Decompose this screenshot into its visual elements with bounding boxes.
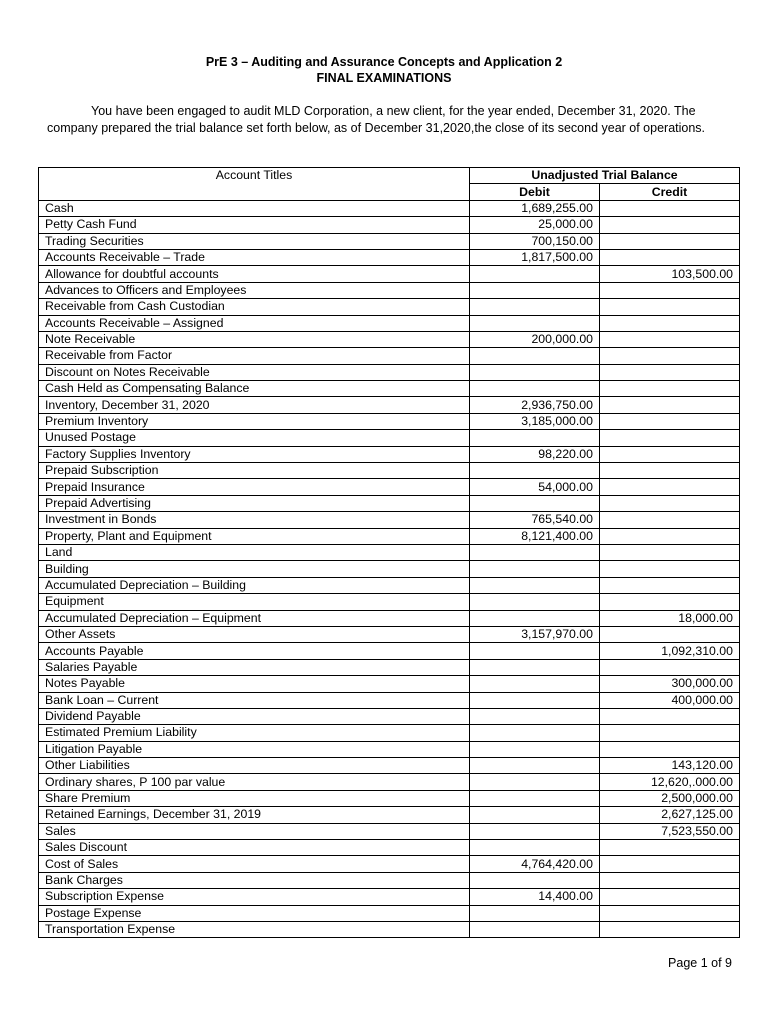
table-row: [39, 823, 740, 839]
credit-cell: [600, 233, 740, 249]
credit-cell: [600, 561, 740, 577]
account-title-cell: Land: [39, 544, 470, 560]
account-title-cell: Discount on Notes Receivable: [39, 364, 470, 380]
account-title-cell: Inventory, December 31, 2020: [39, 397, 470, 413]
credit-cell: [600, 856, 740, 872]
table-row: [39, 790, 740, 806]
debit-cell: [470, 544, 600, 560]
document-subtitle: FINAL EXAMINATIONS: [316, 71, 452, 85]
debit-cell: [470, 692, 600, 708]
table-row: [39, 676, 740, 692]
debit-cell: 98,220.00: [470, 446, 600, 462]
table-row: [39, 921, 740, 937]
table-row: [39, 463, 740, 479]
credit-cell: [600, 512, 740, 528]
account-title-cell: Prepaid Advertising: [39, 495, 470, 511]
credit-cell: [600, 479, 740, 495]
account-title-cell: Receivable from Factor: [39, 348, 470, 364]
credit-cell: 103,500.00: [600, 266, 740, 282]
debit-cell: [470, 659, 600, 675]
account-title-cell: Building: [39, 561, 470, 577]
credit-cell: 1,092,310.00: [600, 643, 740, 659]
table-row: [39, 692, 740, 708]
debit-cell: [470, 921, 600, 937]
account-title-cell: Dividend Payable: [39, 708, 470, 724]
debit-cell: [470, 430, 600, 446]
table-row: [39, 249, 740, 265]
table-row: [39, 610, 740, 626]
debit-cell: [470, 299, 600, 315]
table-row: [39, 495, 740, 511]
credit-cell: [600, 430, 740, 446]
table-row: [39, 708, 740, 724]
debit-cell: 1,689,255.00: [470, 200, 600, 216]
table-row: [39, 282, 740, 298]
credit-cell: [600, 413, 740, 429]
document-title: PrE 3 – Auditing and Assurance Concepts and Application 2: [205, 55, 563, 69]
debit-cell: [470, 266, 600, 282]
unadjusted-trial-balance-header: Unadjusted Trial Balance: [470, 168, 740, 184]
credit-cell: [600, 921, 740, 937]
account-title-cell: Petty Cash Fund: [39, 217, 470, 233]
credit-cell: [600, 200, 740, 216]
table-row: [39, 397, 740, 413]
table-row: [39, 577, 740, 593]
account-title-cell: Accounts Payable: [39, 643, 470, 659]
account-title-cell: Bank Charges: [39, 872, 470, 888]
credit-cell: [600, 840, 740, 856]
account-title-cell: Other Assets: [39, 626, 470, 642]
account-title-cell: Receivable from Cash Custodian: [39, 299, 470, 315]
credit-cell: [600, 708, 740, 724]
debit-cell: [470, 823, 600, 839]
debit-cell: [470, 282, 600, 298]
debit-cell: [470, 676, 600, 692]
account-title-cell: Accumulated Depreciation – Building: [39, 577, 470, 593]
table-row: [39, 233, 740, 249]
account-title-cell: Cost of Sales: [39, 856, 470, 872]
debit-cell: [470, 577, 600, 593]
credit-cell: [600, 594, 740, 610]
table-row: [39, 299, 740, 315]
credit-cell: [600, 872, 740, 888]
credit-cell: [600, 315, 740, 331]
credit-cell: 2,500,000.00: [600, 790, 740, 806]
account-title-cell: Sales Discount: [39, 840, 470, 856]
account-title-cell: Litigation Payable: [39, 741, 470, 757]
debit-cell: [470, 708, 600, 724]
table-row: [39, 479, 740, 495]
debit-cell: 3,185,000.00: [470, 413, 600, 429]
credit-cell: [600, 544, 740, 560]
account-title-cell: Sales: [39, 823, 470, 839]
table-row: [39, 430, 740, 446]
debit-cell: 14,400.00: [470, 889, 600, 905]
debit-cell: [470, 463, 600, 479]
credit-cell: [600, 577, 740, 593]
account-title-cell: Advances to Officers and Employees: [39, 282, 470, 298]
debit-cell: [470, 774, 600, 790]
debit-cell: [470, 905, 600, 921]
account-title-cell: Prepaid Insurance: [39, 479, 470, 495]
credit-cell: 7,523,550.00: [600, 823, 740, 839]
table-row: [39, 544, 740, 560]
credit-cell: [600, 299, 740, 315]
table-row: [39, 561, 740, 577]
account-title-cell: Unused Postage: [39, 430, 470, 446]
account-title-cell: Accounts Receivable – Assigned: [39, 315, 470, 331]
credit-cell: [600, 217, 740, 233]
account-title-cell: Accounts Receivable – Trade: [39, 249, 470, 265]
credit-cell: [600, 741, 740, 757]
account-title-cell: Allowance for doubtful accounts: [39, 266, 470, 282]
table-row: [39, 315, 740, 331]
table-row: [39, 381, 740, 397]
debit-cell: [470, 610, 600, 626]
table-row: [39, 446, 740, 462]
debit-cell: [470, 741, 600, 757]
table-row: [39, 856, 740, 872]
account-title-cell: Cash: [39, 200, 470, 216]
debit-cell: 765,540.00: [470, 512, 600, 528]
credit-cell: 400,000.00: [600, 692, 740, 708]
account-titles-header: Account Titles: [39, 168, 470, 201]
account-title-cell: Estimated Premium Liability: [39, 725, 470, 741]
debit-cell: [470, 643, 600, 659]
table-row: [39, 364, 740, 380]
credit-cell: [600, 528, 740, 544]
trial-balance-table: [38, 167, 740, 938]
debit-cell: 2,936,750.00: [470, 397, 600, 413]
table-row: [39, 659, 740, 675]
table-row: [39, 266, 740, 282]
account-title-cell: Note Receivable: [39, 331, 470, 347]
debit-cell: 25,000.00: [470, 217, 600, 233]
credit-cell: [600, 626, 740, 642]
table-row: [39, 331, 740, 347]
credit-cell: [600, 463, 740, 479]
account-title-cell: Postage Expense: [39, 905, 470, 921]
account-title-cell: Prepaid Subscription: [39, 463, 470, 479]
intro-paragraph: You have been engaged to audit MLD Corporation, a new client, for the year ended, December 31, 2020. The company prepared the trial balance set forth below, as of December 31,2020,the close of its second year of operations.: [47, 104, 706, 135]
table-row: [39, 807, 740, 823]
table-row: [39, 348, 740, 364]
debit-cell: 54,000.00: [470, 479, 600, 495]
debit-cell: 700,150.00: [470, 233, 600, 249]
debit-cell: 200,000.00: [470, 331, 600, 347]
debit-cell: 4,764,420.00: [470, 856, 600, 872]
credit-cell: [600, 282, 740, 298]
credit-cell: [600, 446, 740, 462]
debit-header: Debit: [470, 184, 600, 200]
table-row: [39, 626, 740, 642]
credit-cell: [600, 725, 740, 741]
debit-cell: [470, 381, 600, 397]
table-row: [39, 872, 740, 888]
table-row: [39, 413, 740, 429]
account-title-cell: Notes Payable: [39, 676, 470, 692]
credit-cell: [600, 495, 740, 511]
table-row: [39, 741, 740, 757]
credit-cell: 12,620,.000.00: [600, 774, 740, 790]
table-row: [39, 725, 740, 741]
debit-cell: 1,817,500.00: [470, 249, 600, 265]
debit-cell: [470, 594, 600, 610]
credit-cell: [600, 249, 740, 265]
account-title-cell: Investment in Bonds: [39, 512, 470, 528]
credit-cell: 18,000.00: [600, 610, 740, 626]
credit-cell: 143,120.00: [600, 758, 740, 774]
credit-cell: [600, 397, 740, 413]
debit-cell: [470, 495, 600, 511]
table-row: [39, 758, 740, 774]
debit-cell: [470, 807, 600, 823]
credit-cell: [600, 889, 740, 905]
debit-cell: [470, 840, 600, 856]
credit-cell: [600, 905, 740, 921]
debit-cell: 3,157,970.00: [470, 626, 600, 642]
debit-cell: [470, 758, 600, 774]
table-row: [39, 840, 740, 856]
account-title-cell: Ordinary shares, P 100 par value: [39, 774, 470, 790]
account-title-cell: Premium Inventory: [39, 413, 470, 429]
credit-cell: 2,627,125.00: [600, 807, 740, 823]
table-body: [39, 200, 740, 938]
account-title-cell: Trading Securities: [39, 233, 470, 249]
debit-cell: [470, 364, 600, 380]
debit-cell: 8,121,400.00: [470, 528, 600, 544]
table-row: [39, 643, 740, 659]
table-row: [39, 889, 740, 905]
debit-cell: [470, 872, 600, 888]
account-title-cell: Equipment: [39, 594, 470, 610]
table-header: [39, 168, 740, 201]
debit-cell: [470, 561, 600, 577]
credit-cell: [600, 364, 740, 380]
debit-cell: [470, 348, 600, 364]
account-title-cell: Factory Supplies Inventory: [39, 446, 470, 462]
account-title-cell: Other Liabilities: [39, 758, 470, 774]
table-row: [39, 217, 740, 233]
credit-cell: [600, 381, 740, 397]
account-title-cell: Accumulated Depreciation – Equipment: [39, 610, 470, 626]
account-title-cell: Salaries Payable: [39, 659, 470, 675]
credit-cell: [600, 331, 740, 347]
account-title-cell: Retained Earnings, December 31, 2019: [39, 807, 470, 823]
account-title-cell: Bank Loan – Current: [39, 692, 470, 708]
account-title-cell: Property, Plant and Equipment: [39, 528, 470, 544]
page-number: Page 1 of 9: [668, 956, 732, 970]
table-row: [39, 512, 740, 528]
table-row: [39, 774, 740, 790]
account-title-cell: Transportation Expense: [39, 921, 470, 937]
credit-header: Credit: [600, 184, 740, 200]
account-title-cell: Cash Held as Compensating Balance: [39, 381, 470, 397]
table-row: [39, 905, 740, 921]
debit-cell: [470, 315, 600, 331]
table-row: [39, 528, 740, 544]
debit-cell: [470, 725, 600, 741]
account-title-cell: Subscription Expense: [39, 889, 470, 905]
debit-cell: [470, 790, 600, 806]
table-row: [39, 594, 740, 610]
credit-cell: [600, 659, 740, 675]
table-row: [39, 200, 740, 216]
credit-cell: [600, 348, 740, 364]
credit-cell: 300,000.00: [600, 676, 740, 692]
account-title-cell: Share Premium: [39, 790, 470, 806]
